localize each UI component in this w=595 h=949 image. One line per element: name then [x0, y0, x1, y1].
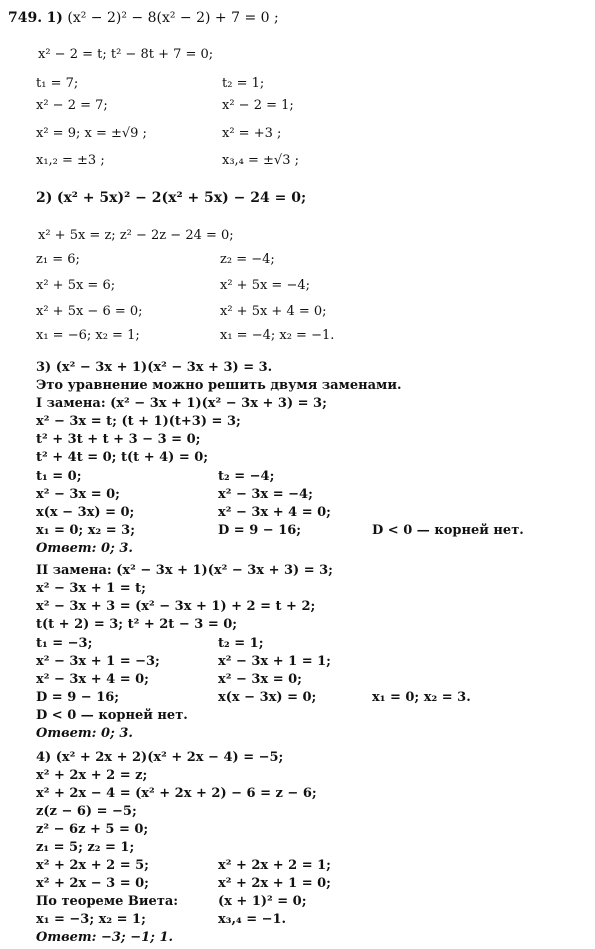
- part3-second-left-1: x² − 3x + 1 = −3;: [36, 654, 160, 669]
- part2-left-3: x₁ = −6; x₂ = 1;: [36, 328, 140, 343]
- part3-second-left-0: t₁ = −3;: [36, 636, 93, 651]
- part4-line-0: x² + 2x + 2 = z;: [36, 768, 148, 783]
- part4-right-1: x² + 2x + 1 = 0;: [218, 876, 331, 891]
- part3-second-right-1: x² − 3x + 1 = 1;: [218, 654, 331, 669]
- part3-first-answer: Ответ: 0; 3.: [36, 541, 133, 556]
- part4-left-0: x² + 2x + 2 = 5;: [36, 858, 149, 873]
- part3-second-line-1: x² − 3x + 3 = (x² − 3x + 1) + 2 = t + 2;: [36, 599, 316, 614]
- part3-first-right-0: t₂ = −4;: [218, 469, 275, 484]
- part4-line-3: z² − 6z + 5 = 0;: [36, 822, 149, 837]
- part1-right-3: x₃,₄ = ±√3 ;: [222, 153, 300, 168]
- part3-second-right-2: x² − 3x = 0;: [218, 672, 302, 687]
- part3-second-line-0: x² − 3x + 1 = t;: [36, 581, 146, 596]
- part1-right-2: x² = +3 ;: [222, 126, 282, 141]
- part2-substitution: x² + 5x = z; z² − 2z − 24 = 0;: [38, 228, 234, 243]
- part3-second-line-2: t(t + 2) = 3; t² + 2t − 3 = 0;: [36, 617, 238, 632]
- part4-line-4: z₁ = 5; z₂ = 1;: [36, 840, 135, 855]
- part2-right-0: z₂ = −4;: [220, 252, 275, 267]
- problem-1-equation: [8, 10, 279, 26]
- part2-right-3: x₁ = −4; x₂ = −1.: [220, 328, 335, 343]
- part4-line-1: x² + 2x − 4 = (x² + 2x + 2) − 6 = z − 6;: [36, 786, 317, 801]
- part2-right-2: x² + 5x + 4 = 0;: [220, 304, 327, 319]
- part3-first-right-2: x² − 3x + 4 = 0;: [218, 505, 331, 520]
- part2-left-1: x² + 5x = 6;: [36, 278, 116, 293]
- part1-right-0: t₂ = 1;: [222, 76, 265, 91]
- part3-first-header: I замена: (x² − 3x + 1)(x² − 3x + 3) = 3;: [36, 396, 327, 411]
- part4-right-0: x² + 2x + 2 = 1;: [218, 858, 331, 873]
- part3-second-left-2: x² − 3x + 4 = 0;: [36, 672, 149, 687]
- part3-second-header: II замена: (x² − 3x + 1)(x² − 3x + 3) = 3;: [36, 563, 333, 578]
- part1-header: 1): [46, 10, 63, 26]
- part3-first-left-1: x² − 3x = 0;: [36, 487, 120, 502]
- part3-second-right-0: t₂ = 1;: [218, 636, 264, 651]
- part4-right-2: (x + 1)² = 0;: [218, 894, 307, 909]
- part4-answer: Ответ: −3; −1; 1.: [36, 930, 174, 945]
- part4-left-3: x₁ = −3; x₂ = 1;: [36, 912, 146, 927]
- part2-equation: 2) (x² + 5x)² − 2(x² + 5x) − 24 = 0;: [36, 190, 307, 206]
- part1-left-1: x² − 2 = 7;: [36, 98, 108, 113]
- part3-first-line-1: t² + 3t + t + 3 − 3 = 0;: [36, 432, 201, 447]
- part3-first-line-2: t² + 4t = 0; t(t + 4) = 0;: [36, 450, 209, 465]
- part3-second-left-4: D < 0 — корней нет.: [36, 708, 188, 723]
- part1-equation: (x² − 2)² − 8(x² − 2) + 7 = 0 ;: [67, 10, 279, 26]
- part3-first-left-0: t₁ = 0;: [36, 469, 82, 484]
- part3-first-line-0: x² − 3x = t; (t + 1)(t+3) = 3;: [36, 414, 241, 429]
- part3-second-far-right: x₁ = 0; x₂ = 3.: [372, 690, 471, 705]
- part1-right-1: x² − 2 = 1;: [222, 98, 294, 113]
- part3-second-right-3: x(x − 3x) = 0;: [218, 690, 317, 705]
- part1-left-0: t₁ = 7;: [36, 76, 79, 91]
- part3-equation: 3) (x² − 3x + 1)(x² − 3x + 3) = 3.: [36, 360, 273, 375]
- part4-equation: 4) (x² + 2x + 2)(x² + 2x − 4) = −5;: [36, 750, 284, 765]
- part4-right-3: x₃,₄ = −1.: [218, 912, 287, 927]
- part2-left-2: x² + 5x − 6 = 0;: [36, 304, 143, 319]
- part2-header: 2): [36, 190, 53, 206]
- part4-left-2: По теореме Виета:: [36, 894, 179, 909]
- part3-second-answer: Ответ: 0; 3.: [36, 726, 133, 741]
- part3-first-left-3: x₁ = 0; x₂ = 3;: [36, 523, 135, 538]
- part2-right-1: x² + 5x = −4;: [220, 278, 311, 293]
- part2-left-0: z₁ = 6;: [36, 252, 80, 267]
- part4-left-1: x² + 2x − 3 = 0;: [36, 876, 149, 891]
- problem-number: 749.: [8, 10, 43, 26]
- part3-note: Это уравнение можно решить двумя заменами.: [36, 378, 402, 393]
- part3-first-right-3: D = 9 − 16;: [218, 523, 302, 538]
- part3-second-left-3: D = 9 − 16;: [36, 690, 120, 705]
- part1-left-2: x² = 9; x = ±√9 ;: [36, 126, 147, 141]
- part1-substitution: x² − 2 = t; t² − 8t + 7 = 0;: [38, 47, 214, 62]
- part3-first-far-right: D < 0 — корней нет.: [372, 523, 524, 538]
- part3-first-left-2: x(x − 3x) = 0;: [36, 505, 135, 520]
- part4-line-2: z(z − 6) = −5;: [36, 804, 137, 819]
- part3-first-right-1: x² − 3x = −4;: [218, 487, 313, 502]
- part1-left-3: x₁,₂ = ±3 ;: [36, 153, 105, 168]
